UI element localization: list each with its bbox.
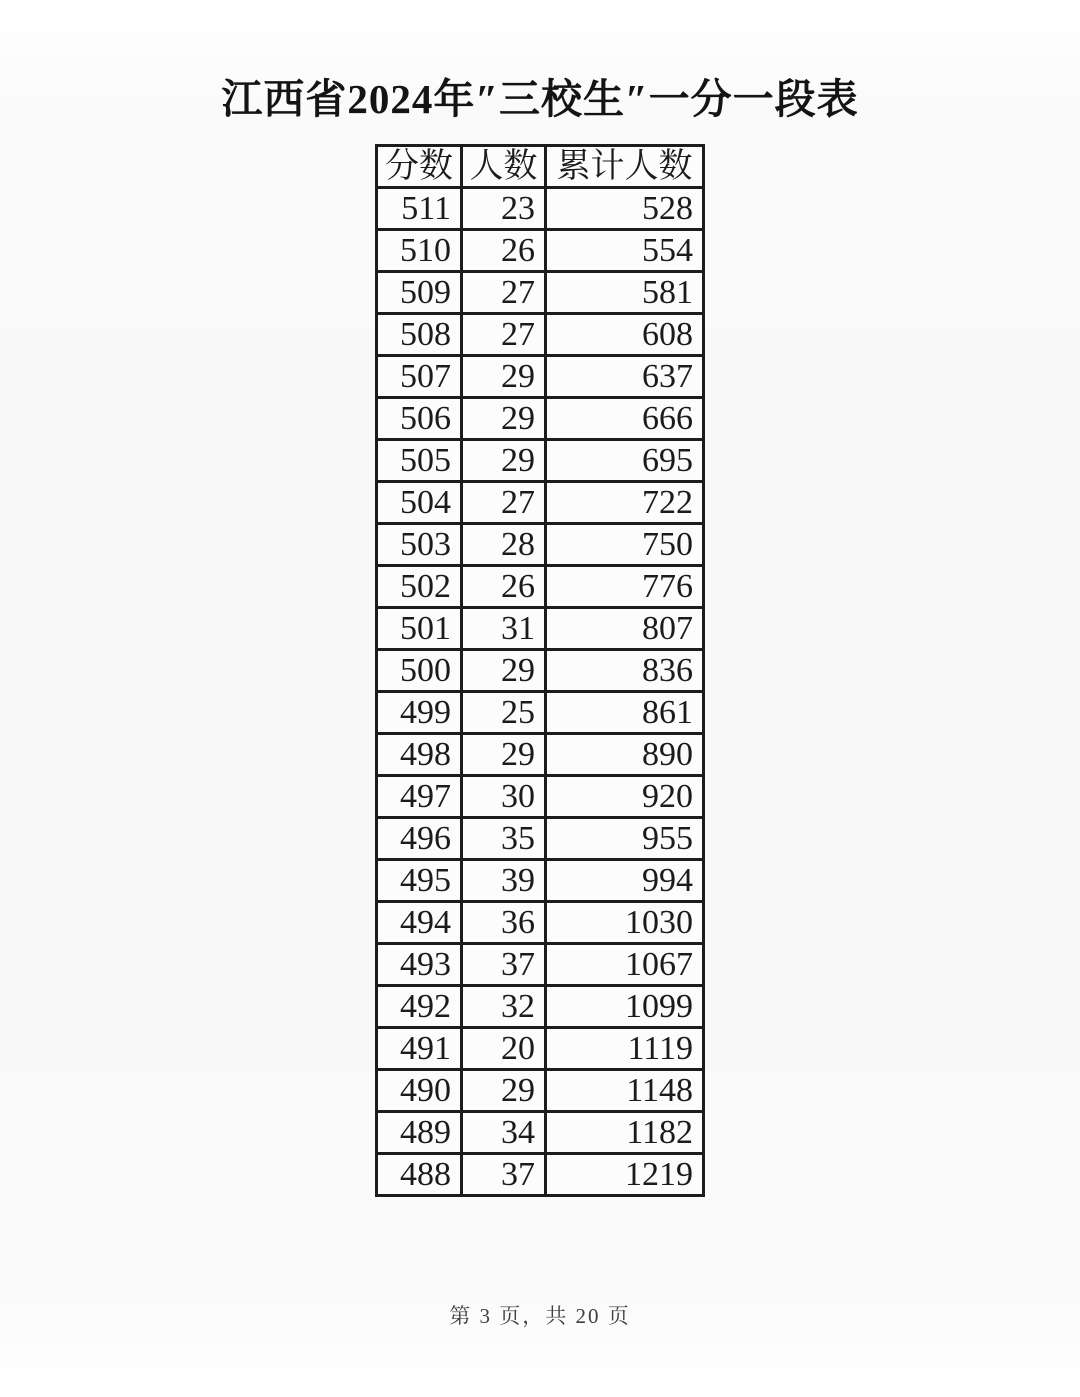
table-row <box>377 1112 704 1154</box>
count-cell: 23 <box>462 188 546 230</box>
cumulative-cell: 994 <box>546 860 704 902</box>
score-cell: 501 <box>377 608 462 650</box>
col-header-score: 分数 <box>377 146 462 188</box>
count-cell: 29 <box>462 650 546 692</box>
table-row <box>377 986 704 1028</box>
table-row <box>377 860 704 902</box>
cumulative-cell: 608 <box>546 314 704 356</box>
score-cell: 489 <box>377 1112 462 1154</box>
score-cell: 507 <box>377 356 462 398</box>
table-row <box>377 1070 704 1112</box>
score-cell: 502 <box>377 566 462 608</box>
count-cell: 37 <box>462 944 546 986</box>
cumulative-cell: 1119 <box>546 1028 704 1070</box>
score-cell: 498 <box>377 734 462 776</box>
table-row <box>377 818 704 860</box>
count-cell: 29 <box>462 356 546 398</box>
count-cell: 37 <box>462 1154 546 1196</box>
score-cell: 494 <box>377 902 462 944</box>
table-row <box>377 1028 704 1070</box>
score-cell: 488 <box>377 1154 462 1196</box>
cumulative-cell: 750 <box>546 524 704 566</box>
cumulative-cell: 1067 <box>546 944 704 986</box>
score-cell: 497 <box>377 776 462 818</box>
page-title: 江西省2024年″三校生″一分一段表 <box>221 76 859 122</box>
cumulative-cell: 1219 <box>546 1154 704 1196</box>
score-cell: 492 <box>377 986 462 1028</box>
count-cell: 27 <box>462 272 546 314</box>
col-header-count: 人数 <box>462 146 546 188</box>
score-cell: 510 <box>377 230 462 272</box>
score-cell: 509 <box>377 272 462 314</box>
table-row <box>377 1154 704 1196</box>
count-cell: 26 <box>462 230 546 272</box>
header-row <box>377 146 704 188</box>
table-row <box>377 398 704 440</box>
score-cell: 506 <box>377 398 462 440</box>
cumulative-cell: 1182 <box>546 1112 704 1154</box>
score-cell: 496 <box>377 818 462 860</box>
cumulative-cell: 955 <box>546 818 704 860</box>
count-cell: 27 <box>462 314 546 356</box>
count-cell: 36 <box>462 902 546 944</box>
cumulative-cell: 807 <box>546 608 704 650</box>
count-cell: 32 <box>462 986 546 1028</box>
table-row <box>377 356 704 398</box>
count-cell: 20 <box>462 1028 546 1070</box>
cumulative-cell: 776 <box>546 566 704 608</box>
page-number-footer: 第 3 页，共 20 页 <box>449 1304 631 1328</box>
cumulative-cell: 722 <box>546 482 704 524</box>
cumulative-cell: 637 <box>546 356 704 398</box>
cumulative-cell: 695 <box>546 440 704 482</box>
count-cell: 29 <box>462 1070 546 1112</box>
count-cell: 28 <box>462 524 546 566</box>
score-cell: 499 <box>377 692 462 734</box>
table-row <box>377 734 704 776</box>
cumulative-cell: 1148 <box>546 1070 704 1112</box>
table-row <box>377 272 704 314</box>
count-cell: 26 <box>462 566 546 608</box>
cumulative-cell: 581 <box>546 272 704 314</box>
score-cell: 495 <box>377 860 462 902</box>
count-cell: 35 <box>462 818 546 860</box>
cumulative-cell: 666 <box>546 398 704 440</box>
table-row <box>377 230 704 272</box>
score-cell: 504 <box>377 482 462 524</box>
score-cell: 505 <box>377 440 462 482</box>
table-row <box>377 944 704 986</box>
count-cell: 25 <box>462 692 546 734</box>
table-row <box>377 314 704 356</box>
table-row <box>377 902 704 944</box>
count-cell: 30 <box>462 776 546 818</box>
score-cell: 508 <box>377 314 462 356</box>
table-row <box>377 524 704 566</box>
table-row <box>377 608 704 650</box>
cumulative-cell: 554 <box>546 230 704 272</box>
cumulative-cell: 1030 <box>546 902 704 944</box>
table-row <box>377 776 704 818</box>
cumulative-cell: 890 <box>546 734 704 776</box>
count-cell: 29 <box>462 440 546 482</box>
score-cell: 490 <box>377 1070 462 1112</box>
cumulative-cell: 836 <box>546 650 704 692</box>
count-cell: 29 <box>462 734 546 776</box>
score-cell: 493 <box>377 944 462 986</box>
count-cell: 29 <box>462 398 546 440</box>
cumulative-cell: 920 <box>546 776 704 818</box>
table-row <box>377 566 704 608</box>
count-cell: 31 <box>462 608 546 650</box>
score-cell: 511 <box>377 188 462 230</box>
score-cell: 503 <box>377 524 462 566</box>
col-header-cumulative: 累计人数 <box>546 146 704 188</box>
cumulative-cell: 1099 <box>546 986 704 1028</box>
table-row <box>377 692 704 734</box>
cumulative-cell: 861 <box>546 692 704 734</box>
score-cell: 491 <box>377 1028 462 1070</box>
table-row <box>377 650 704 692</box>
table-row <box>377 440 704 482</box>
score-cell: 500 <box>377 650 462 692</box>
count-cell: 39 <box>462 860 546 902</box>
table-row <box>377 188 704 230</box>
table-row <box>377 482 704 524</box>
cumulative-cell: 528 <box>546 188 704 230</box>
score-distribution-table <box>375 144 705 1197</box>
count-cell: 27 <box>462 482 546 524</box>
count-cell: 34 <box>462 1112 546 1154</box>
